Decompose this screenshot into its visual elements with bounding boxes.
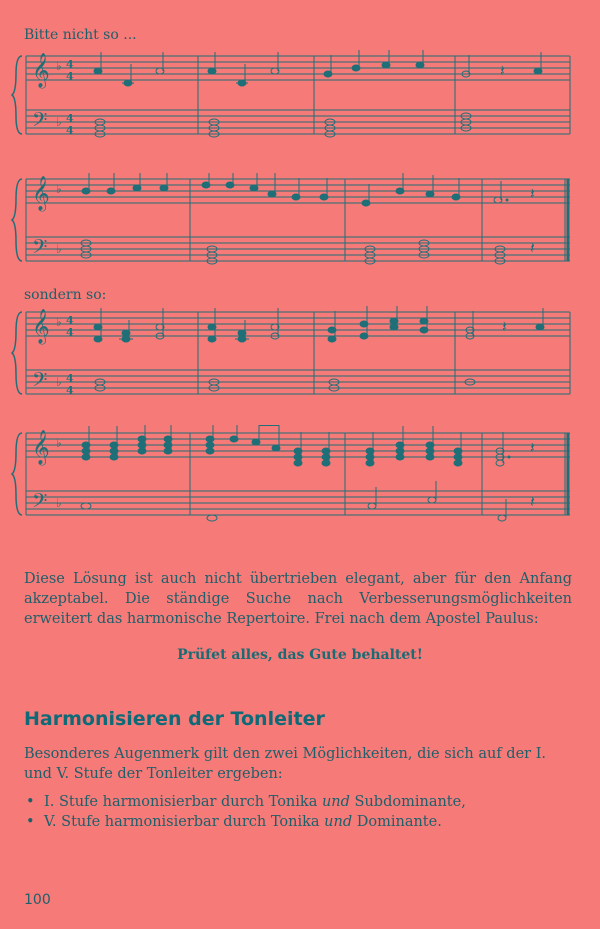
time-top: 4 <box>66 58 74 71</box>
time-bottom: 4 <box>66 384 74 397</box>
bass-clef-icon: 𝄢 <box>32 108 48 136</box>
bullet-icon: • <box>26 814 35 830</box>
key-flat: ♭ <box>56 115 62 129</box>
list-item: • V. Stufe harmonisierbar durch Tonika und Dominante. <box>26 814 442 830</box>
treble-clef-icon: 𝄞 <box>32 309 50 344</box>
example-label-first: Bitte nicht so ... <box>24 27 137 43</box>
treble-clef-icon: 𝄞 <box>32 430 50 465</box>
bass-staff-lines <box>26 110 570 134</box>
page-number: 100 <box>24 892 51 908</box>
rest-icon: 𝄽 <box>502 317 507 336</box>
explanation-paragraph: Diese Lösung ist auch nicht übertrieben elegant, aber für den Anfang akzeptabel. Die ständige Suche nach Verbesserungsmöglichkeiten erweitert das harmonische Repertoire. Frei nach dem Apostel Paulus: <box>24 571 572 627</box>
rest-icon: 𝄽 <box>530 184 535 203</box>
time-bottom: 4 <box>66 326 74 339</box>
key-flat: ♭ <box>56 59 62 73</box>
rest-icon: 𝄽 <box>500 61 505 80</box>
treble-clef-icon: 𝄞 <box>32 53 50 88</box>
music-system-3 <box>0 306 600 401</box>
key-flat: ♭ <box>56 375 62 389</box>
rest-icon: 𝄽 <box>530 492 535 511</box>
treble-clef-icon: 𝄞 <box>32 176 50 211</box>
music-system-2 <box>0 173 600 268</box>
quote: Prüfet alles, das Gute behaltet! <box>177 647 423 663</box>
treble-staff-lines <box>26 56 570 80</box>
music-system-1 <box>0 50 600 140</box>
time-top: 4 <box>66 372 74 385</box>
bass-clef-icon: 𝄢 <box>32 368 48 396</box>
key-flat: ♭ <box>56 315 62 329</box>
key-flat: ♭ <box>56 182 62 196</box>
bullet-list <box>24 792 584 832</box>
rest-icon: 𝄽 <box>530 238 535 257</box>
time-top: 4 <box>66 112 74 125</box>
rest-icon: 𝄽 <box>530 438 535 457</box>
key-flat: ♭ <box>56 496 62 510</box>
time-top: 4 <box>66 314 74 327</box>
music-system-4 <box>0 425 600 525</box>
bullet-icon: • <box>26 794 35 810</box>
bass-clef-icon: 𝄢 <box>32 489 48 517</box>
example-label-second: sondern so: <box>24 287 107 303</box>
bass-clef-icon: 𝄢 <box>32 235 48 263</box>
key-flat: ♭ <box>56 436 62 450</box>
key-flat: ♭ <box>56 242 62 256</box>
time-bottom: 4 <box>66 124 74 137</box>
section-heading: Harmonisieren der Tonleiter <box>24 708 325 730</box>
time-bottom: 4 <box>66 70 74 83</box>
intro-paragraph: Besonderes Augenmerk gilt den zwei Möglichkeiten, die sich auf der I. und V. Stufe der Tonleiter ergeben: <box>24 746 547 782</box>
list-item: • I. Stufe harmonisierbar durch Tonika und Subdominante, <box>26 794 466 810</box>
